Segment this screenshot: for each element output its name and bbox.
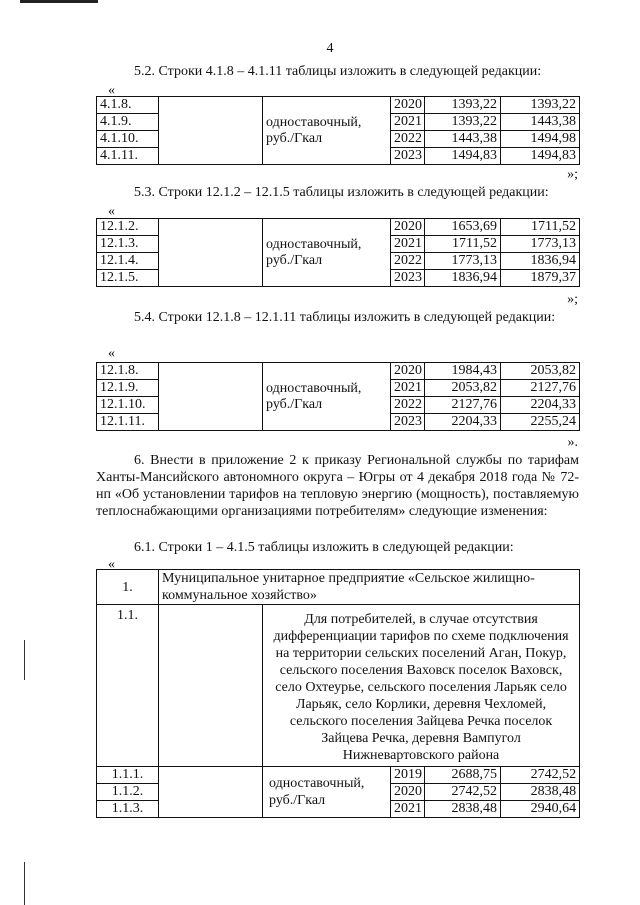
row-value-2: 2127,76 — [501, 380, 580, 397]
section-5-4-close-quote: ». — [567, 435, 578, 450]
consumer-description: Для потребителей, в случае отсутствия дифференциации тарифов по схеме подключения на территории сельских поселений Аган, Покур, сельского поселения Ваховск поселок Ваховск, село Охтеурье, сельского поселения Ларьяк село Ларьяк, село Корлики, деревня Чехломей, сельского поселения Зайцева Речка поселок Зайцева Речка, деревня Вампугол Нижневартовского района — [263, 605, 580, 767]
row-value-1: 2688,75 — [425, 767, 501, 784]
empty-cell — [159, 605, 263, 767]
unit-line2: руб./Гкал — [269, 793, 326, 808]
row-year: 2020 — [391, 97, 425, 114]
row-value-2: 2053,82 — [501, 363, 580, 380]
scan-margin-mark-bottom — [24, 862, 25, 905]
section-5-4-table — [96, 362, 580, 431]
row-year: 2022 — [391, 131, 425, 148]
row-code: 1.1.1. — [97, 767, 159, 784]
row-value-2: 1879,37 — [501, 270, 580, 287]
row-value-2: 2255,24 — [501, 414, 580, 431]
unit-line1: одноставочный, — [266, 114, 362, 130]
scan-top-mark — [20, 0, 98, 3]
row-year: 2020 — [391, 219, 425, 236]
org-code: 1. — [97, 570, 159, 605]
section-5-2-table — [96, 96, 580, 165]
section-5-2-close-quote: »; — [567, 167, 578, 182]
row-code: 12.1.4. — [97, 253, 159, 270]
section-6-1-table — [96, 569, 580, 818]
row-year: 2020 — [391, 784, 425, 801]
row-value-1: 1773,13 — [425, 253, 501, 270]
row-code: 12.1.2. — [97, 219, 159, 236]
section-5-3-heading: 5.3. Строки 12.1.2 – 12.1.5 таблицы изложить в следующей редакции: — [134, 185, 549, 200]
table-row — [97, 767, 580, 784]
row-year: 2021 — [391, 236, 425, 253]
unit-line2: руб./Гкал — [266, 396, 323, 412]
row-year: 2022 — [391, 397, 425, 414]
row-code: 12.1.5. — [97, 270, 159, 287]
row-year: 2019 — [391, 767, 425, 784]
row-value-2: 2204,33 — [501, 397, 580, 414]
row-value-2: 1393,22 — [501, 97, 580, 114]
scan-margin-mark — [24, 640, 25, 680]
section-6-1-heading: 6.1. Строки 1 – 4.1.5 таблицы изложить в следующей редакции: — [134, 540, 514, 555]
row-code: 12.1.3. — [97, 236, 159, 253]
empty-cell — [159, 767, 263, 818]
row-value-1: 2742,52 — [425, 784, 501, 801]
empty-cell — [159, 363, 263, 431]
row-year: 2023 — [391, 414, 425, 431]
row-code: 1.1.3. — [97, 801, 159, 818]
row-value-1: 2127,76 — [425, 397, 501, 414]
row-value-1: 1494,83 — [425, 148, 501, 165]
row-code: 1.1.2. — [97, 784, 159, 801]
row-value-2: 1773,13 — [501, 236, 580, 253]
row-value-2: 1494,83 — [501, 148, 580, 165]
row-code: 4.1.9. — [97, 114, 159, 131]
row-value-1: 2053,82 — [425, 380, 501, 397]
row-year: 2022 — [391, 253, 425, 270]
row-value-1: 1984,43 — [425, 363, 501, 380]
table-row — [97, 363, 580, 380]
section-6-1-open-quote: « — [108, 557, 115, 572]
table-row — [97, 97, 580, 114]
unit-cell — [263, 767, 391, 818]
unit-cell — [263, 219, 391, 287]
empty-cell — [159, 219, 263, 287]
unit-line1: одноставочный, — [266, 236, 362, 252]
row-code: 12.1.9. — [97, 380, 159, 397]
section-5-2-heading: 5.2. Строки 4.1.8 – 4.1.11 таблицы изложить в следующей редакции: — [134, 64, 542, 79]
row-code: 12.1.10. — [97, 397, 159, 414]
section-5-3-open-quote: « — [108, 204, 115, 219]
row-code: 4.1.10. — [97, 131, 159, 148]
unit-line1: одноставочный, — [269, 776, 365, 791]
row-value-2: 2742,52 — [501, 767, 580, 784]
unit-line2: руб./Гкал — [266, 130, 323, 146]
row-value-1: 2204,33 — [425, 414, 501, 431]
row-value-2: 1443,38 — [501, 114, 580, 131]
row-value-2: 2838,48 — [501, 784, 580, 801]
row-year: 2020 — [391, 363, 425, 380]
sub-code: 1.1. — [97, 605, 159, 767]
section-5-2-open-quote: « — [108, 83, 115, 98]
row-year: 2023 — [391, 148, 425, 165]
table-row — [97, 570, 580, 605]
org-name: Муниципальное унитарное предприятие «Сельское жилищно-коммунальное хозяйство» — [159, 570, 580, 605]
section-5-3-table — [96, 218, 580, 287]
row-value-1: 1711,52 — [425, 236, 501, 253]
row-value-2: 1711,52 — [501, 219, 580, 236]
unit-line2: руб./Гкал — [266, 252, 323, 268]
row-code: 12.1.11. — [97, 414, 159, 431]
section-5-4-open-quote: « — [108, 346, 115, 361]
row-value-2: 1836,94 — [501, 253, 580, 270]
row-value-2: 1494,98 — [501, 131, 580, 148]
row-code: 12.1.8. — [97, 363, 159, 380]
row-year: 2021 — [391, 380, 425, 397]
unit-line1: одноставочный, — [266, 380, 362, 396]
table-row — [97, 605, 580, 767]
page-number: 4 — [326, 41, 334, 56]
row-code: 4.1.11. — [97, 148, 159, 165]
unit-cell — [263, 363, 391, 431]
row-value-1: 2838,48 — [425, 801, 501, 818]
row-year: 2021 — [391, 801, 425, 818]
row-value-1: 1653,69 — [425, 219, 501, 236]
row-year: 2021 — [391, 114, 425, 131]
row-value-1: 1443,38 — [425, 131, 501, 148]
section-6-text: 6. Внести в приложение 2 к приказу Региональной службы по тарифам Ханты-Мансийского автономного округа – Югры от 4 декабря 2018 года № 72-нп «Об установлении тарифов на тепловую энергию (мощность), поставляемую теплоснабжающими организациями потребителям» следующие изменения: — [96, 453, 579, 519]
row-value-2: 2940,64 — [501, 801, 580, 818]
row-year: 2023 — [391, 270, 425, 287]
table-row — [97, 219, 580, 236]
unit-cell — [263, 97, 391, 165]
section-5-4-heading: 5.4. Строки 12.1.8 – 12.1.11 таблицы изложить в следующей редакции: — [134, 310, 556, 325]
section-5-3-close-quote: »; — [567, 292, 578, 307]
row-value-1: 1393,22 — [425, 97, 501, 114]
row-value-1: 1836,94 — [425, 270, 501, 287]
row-value-1: 1393,22 — [425, 114, 501, 131]
row-code: 4.1.8. — [97, 97, 159, 114]
empty-cell — [159, 97, 263, 165]
